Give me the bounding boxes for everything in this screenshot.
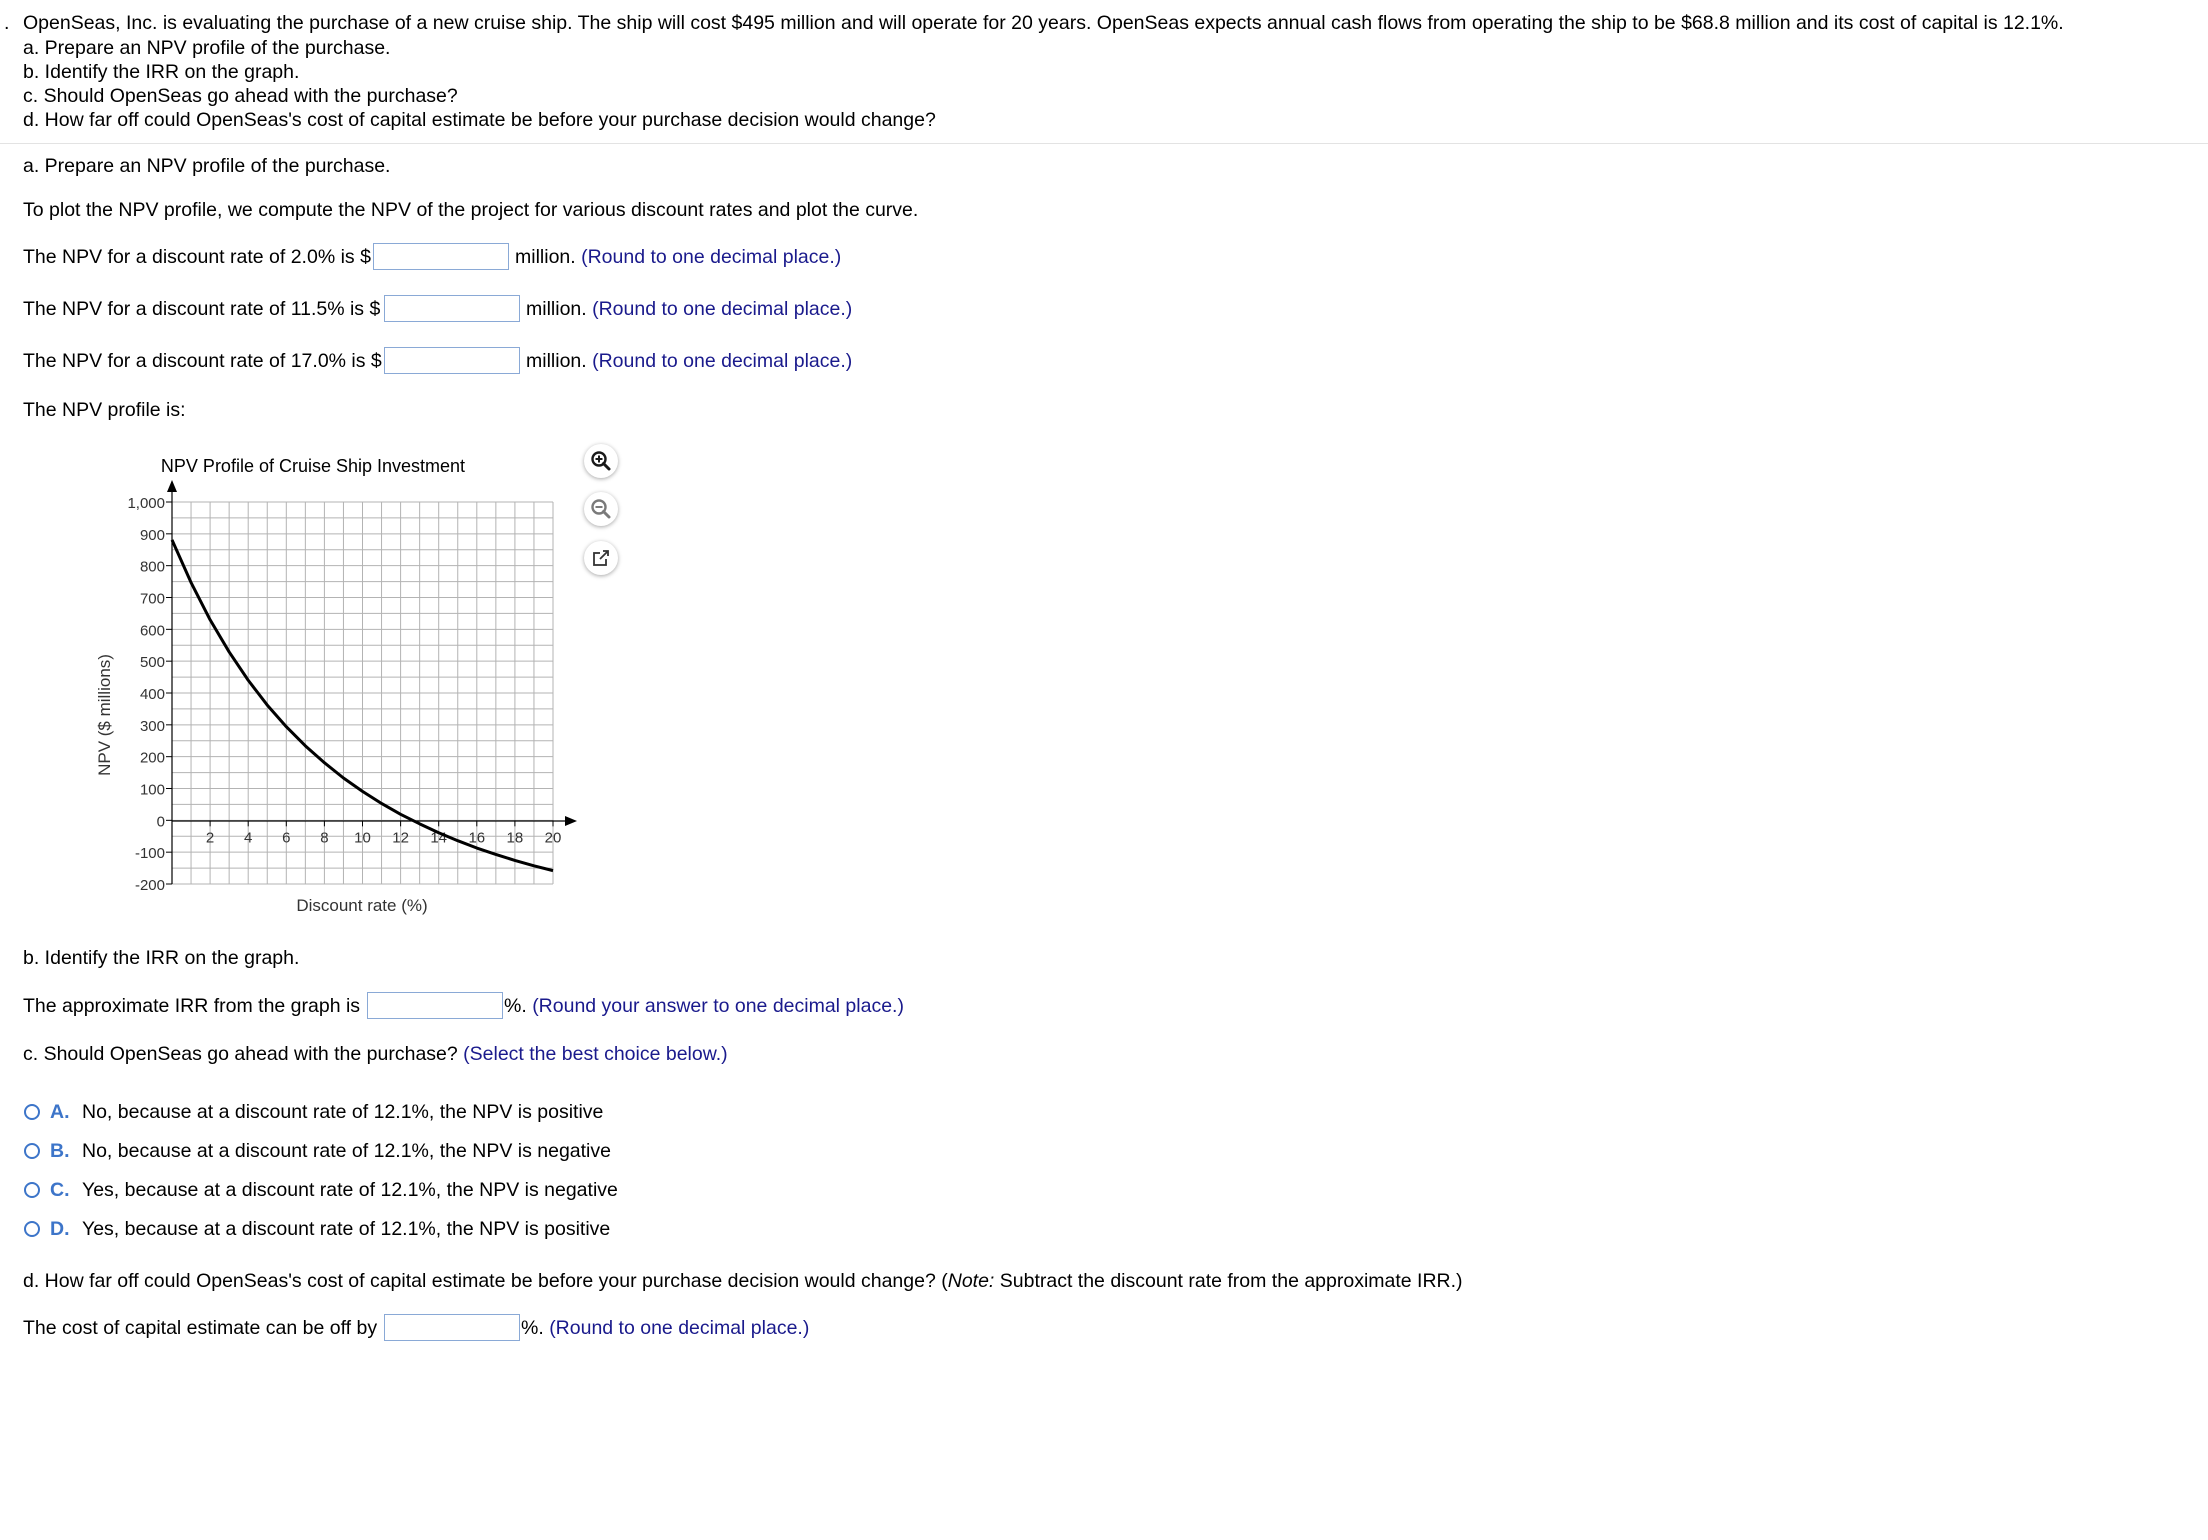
y-tick-label: -200 [134, 877, 165, 894]
npv-2-hint: (Round to one decimal place.) [581, 246, 842, 268]
y-tick-label: 600 [139, 622, 165, 640]
part-c-question [23, 1042, 728, 1066]
x-tick-label: 20 [544, 829, 562, 847]
y-tick-label: 800 [139, 558, 165, 576]
option-a-text: No, because at a discount rate of 12.1%, the NPV is positive [82, 1100, 604, 1123]
option-c-radio[interactable] [24, 1182, 40, 1198]
option-d-text: Yes, because at a discount rate of 12.1%, the NPV is positive [82, 1217, 611, 1240]
part-a-intro: To plot the NPV profile, we compute the NPV of the project for various discount rates and plot the curve. [23, 199, 919, 221]
npv-2-label: The NPV for a discount rate of 2.0% is $ [23, 246, 371, 268]
zoom-in-icon [590, 450, 612, 472]
npv-17-suffix: million. [526, 350, 587, 372]
part-d-question-text: d. How far off could OpenSeas's cost of capital estimate be before your purchase decision would change? ( [23, 1270, 948, 1292]
y-tick-label: 300 [139, 717, 165, 735]
option-a-letter: A. [50, 1100, 70, 1123]
option-a[interactable] [24, 1098, 603, 1126]
option-a-radio[interactable] [24, 1104, 40, 1120]
y-axis-ticks [127, 495, 172, 894]
y-tick-label: 400 [139, 686, 165, 703]
npv-11-hint: (Round to one decimal place.) [592, 298, 853, 320]
x-tick-label: 18 [506, 829, 524, 847]
problem-part-b: b. Identify the IRR on the graph. [23, 61, 300, 83]
npv-11-label: The NPV for a discount rate of 11.5% is $ [23, 298, 381, 320]
y-tick-label: 1,000 [127, 495, 165, 512]
irr-label: The approximate IRR from the graph is [23, 995, 361, 1017]
problem-part-a: a. Prepare an NPV profile of the purchase. [23, 37, 391, 59]
x-tick-label: 12 [392, 829, 409, 847]
y-axis-label: NPV ($ millions) [95, 654, 114, 776]
option-b-radio[interactable] [24, 1143, 40, 1159]
y-axis-arrow [167, 480, 177, 492]
zoom-out-button[interactable] [584, 492, 618, 526]
cost-error-hint: (Round to one decimal place.) [549, 1317, 810, 1339]
y-tick-label: 100 [139, 781, 165, 799]
part-d-note-text: Subtract the discount rate from the approximate IRR.) [994, 1270, 1463, 1292]
option-b[interactable] [24, 1137, 611, 1165]
option-c-text: Yes, because at a discount rate of 12.1%, the NPV is negative [82, 1178, 618, 1201]
part-c-hint: (Select the best choice below.) [463, 1043, 728, 1065]
y-tick-label: 0 [156, 813, 165, 831]
y-tick-label: 900 [139, 526, 165, 544]
irr-hint: (Round your answer to one decimal place.) [532, 995, 904, 1017]
npv-17-label: The NPV for a discount rate of 17.0% is $ [23, 350, 382, 372]
x-axis-ticks [206, 820, 561, 846]
part-d-question [23, 1269, 1463, 1293]
y-tick-label: 500 [139, 654, 165, 672]
irr-suffix: %. [504, 995, 527, 1017]
option-c[interactable] [24, 1176, 618, 1204]
option-d[interactable] [24, 1215, 610, 1243]
option-d-radio[interactable] [24, 1221, 40, 1237]
x-tick-label: 4 [244, 829, 253, 847]
chart-grid [172, 502, 553, 884]
zoom-in-button[interactable] [584, 444, 618, 478]
option-d-letter: D. [50, 1217, 70, 1240]
npv-11-suffix: million. [526, 298, 587, 320]
cost-error-input[interactable] [384, 1314, 520, 1341]
x-tick-label: 14 [430, 829, 448, 847]
x-tick-label: 2 [205, 829, 215, 847]
x-axis-arrow [565, 816, 577, 826]
x-axis-label: Discount rate (%) [296, 896, 428, 915]
chart-title: NPV Profile of Cruise Ship Investment [160, 456, 466, 476]
problem-bullet: . [4, 12, 10, 34]
part-a-heading: a. Prepare an NPV profile of the purchase. [23, 155, 391, 177]
zoom-out-icon [590, 498, 612, 520]
y-tick-label: 200 [139, 749, 165, 767]
problem-statement: OpenSeas, Inc. is evaluating the purchase of a new cruise ship. The ship will cost $495 million and will operate for 20 years. OpenSeas expects annual cash flows from operating the ship to be $68.8 million and its cost of capital is 12.1%. [23, 12, 2064, 34]
npv-profile-label: The NPV profile is: [23, 399, 186, 421]
option-b-text: No, because at a discount rate of 12.1%, the NPV is negative [82, 1139, 611, 1162]
cost-error-suffix: %. [521, 1317, 544, 1339]
irr-input[interactable] [367, 992, 503, 1019]
option-b-letter: B. [50, 1139, 70, 1162]
x-tick-label: 10 [354, 829, 371, 847]
part-d-note-label: Note: [947, 1270, 995, 1292]
npv-17-hint: (Round to one decimal place.) [592, 350, 853, 372]
part-b-heading: b. Identify the IRR on the graph. [23, 947, 300, 969]
irr-unit [504, 994, 904, 1018]
cost-error-unit [521, 1316, 809, 1340]
problem-part-d: d. How far off could OpenSeas's cost of capital estimate be before your purchase decision would change? [23, 109, 936, 131]
y-tick-label: 700 [139, 590, 165, 608]
part-c-question-text: c. Should OpenSeas go ahead with the purchase? [23, 1043, 458, 1065]
x-tick-label: 8 [320, 829, 329, 847]
y-tick-label: -100 [134, 845, 165, 863]
pop-out-button[interactable] [584, 541, 618, 575]
npv-profile-chart [0, 0, 640, 930]
problem-part-c: c. Should OpenSeas go ahead with the purchase? [23, 85, 458, 107]
cost-error-label: The cost of capital estimate can be off by [23, 1317, 378, 1339]
x-tick-label: 16 [468, 829, 486, 847]
x-tick-label: 6 [282, 829, 291, 847]
option-c-letter: C. [50, 1178, 70, 1201]
npv-2-suffix: million. [515, 246, 576, 268]
pop-out-icon [591, 548, 611, 568]
